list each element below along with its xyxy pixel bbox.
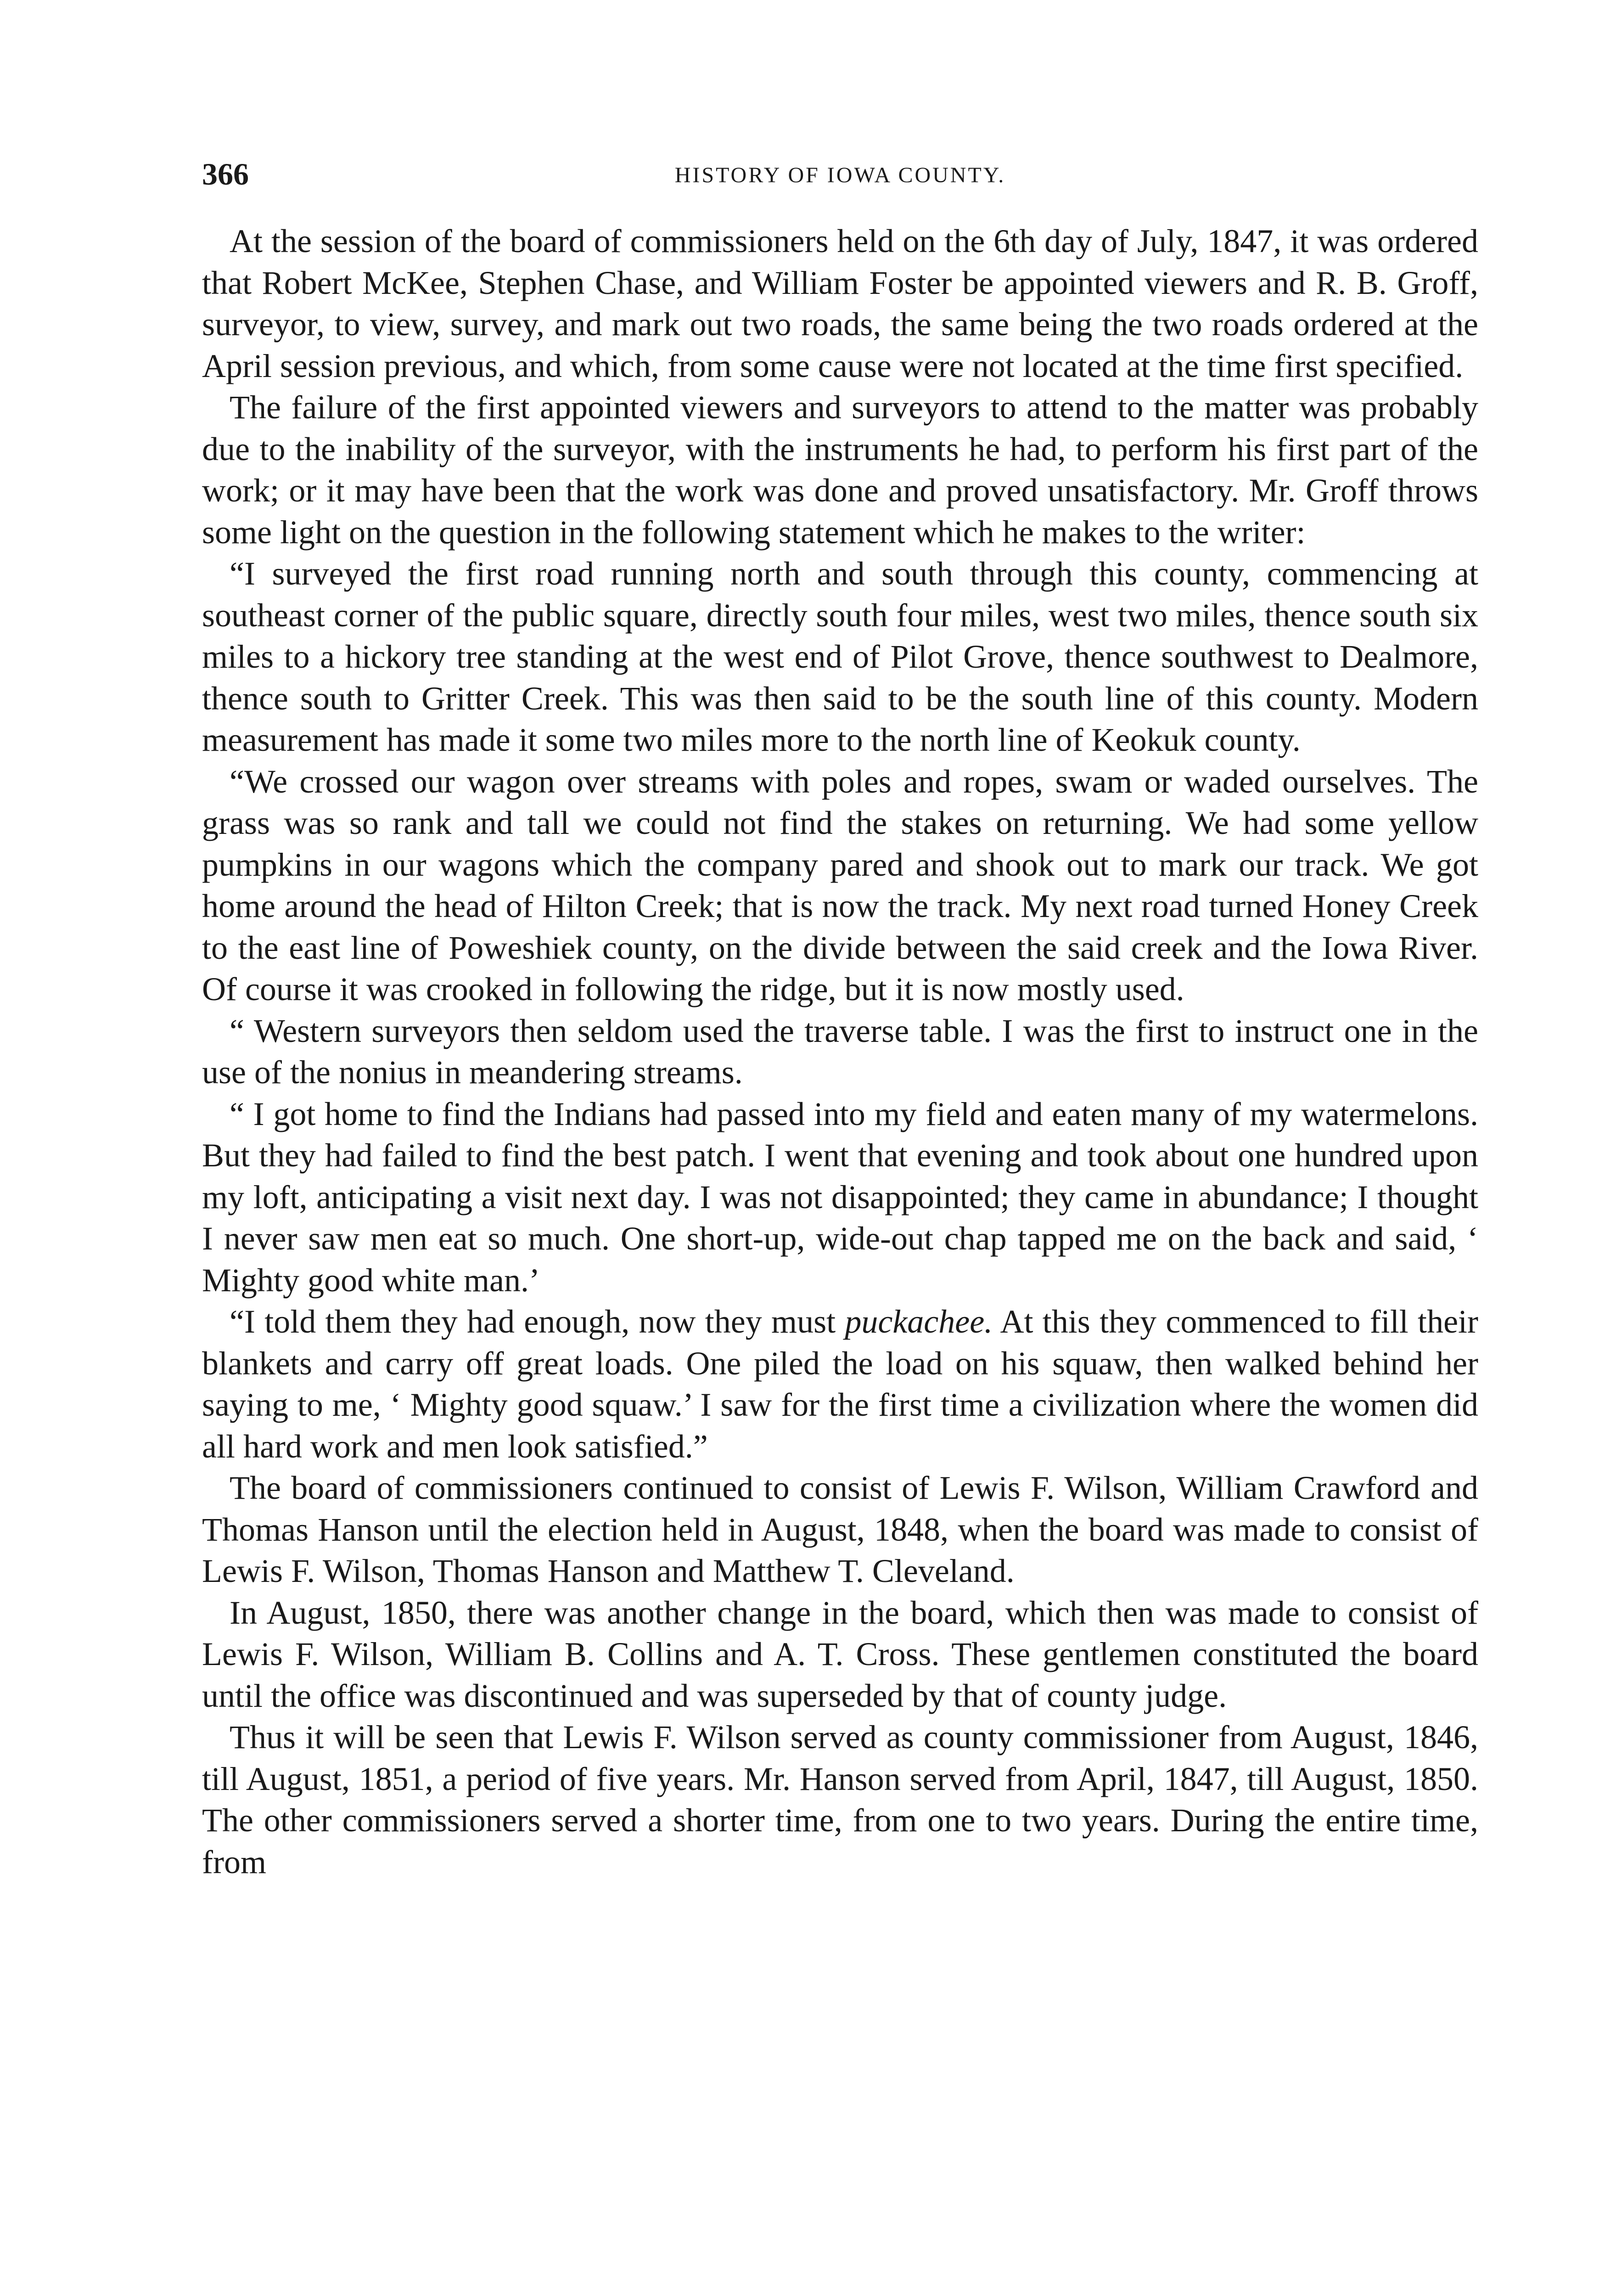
- paragraph-quote-surveyors: “ Western surveyors then seldom used the traverse table. I was the first to instruct one in the use of the nonius in meandering streams.: [202, 1012, 1478, 1091]
- paragraph-quote-indians: “ I got home to find the Indians had passed into my field and eaten many of my watermelons. But they had failed to find the best patch. I went that evening and took about one hundred upon my loft, anticipating a visit next day. I was not disappointed; they came in abundance; I thought I never saw men eat so much. One short-up, wide-out chap tapped me on the back and said, ‘ Mighty good white man.’: [202, 1095, 1478, 1299]
- paragraph-board-1850: In August, 1850, there was another change in the board, which then was made to consist of Lewis F. Wilson, William B. Collins and A. T. Cross. These gentlemen constituted the board until the office was discontinued and was superseded by that of county judge.: [202, 1594, 1478, 1714]
- paragraph-quote-wagon: “We crossed our wagon over streams with poles and ropes, swam or waded ourselves. The grass was so rank and tall we could not find the stakes on returning. We had some yellow pumpkins in our wagons which the company pared and shook out to mark our track. We got home around the head of Hilton Creek; that is now the track. My next road turned Honey Creek to the east line of Poweshiek county, on the divide between the said creek and the Iowa River. Of course it was crooked in following the ridge, but it is now mostly used.: [202, 763, 1478, 1007]
- body-text: [202, 220, 1478, 1883]
- paragraph-quote-survey: “I surveyed the first road running north and south through this county, commencing at southeast corner of the public square, directly south four miles, west two miles, thence south six miles to a hickory tree standing at the west end of Pilot Grove, thence southwest to Dealmore, thence south to Gritter Creek. This was then said to be the south line of this county. Modern measurement has made it some two miles more to the north line of Keokuk county.: [202, 555, 1478, 758]
- running-title: HISTORY OF IOWA COUNTY.: [674, 163, 1006, 187]
- book-page: [202, 156, 1478, 1883]
- quote-text-before: “I told them they had enough, now they must: [230, 1303, 845, 1340]
- paragraph-session: At the session of the board of commissioners held on the 6th day of July, 1847, it was ordered that Robert McKee, Stephen Chase, and William Foster be appointed viewers and R. B. Groff, surveyor, to view, survey, and mark out two roads, the same being the two roads ordered at the April session previous, and which, from some cause were not located at the time first specified.: [202, 223, 1478, 384]
- quote-emphasis: puckachee.: [845, 1303, 993, 1340]
- quote-text-after: At this they commenced to fill their blankets and carry off great loads. One piled the load on his squaw, then walked behind her saying to me, ‘ Mighty good squaw.’ I saw for the first time a civilization where the women did all hard work and men look satisfied.”: [202, 1303, 1479, 1465]
- paragraph-wilson-service: Thus it will be seen that Lewis F. Wilson served as county commissioner from August, 1846, till August, 1851, a period of five years. Mr. Hanson served from April, 1847, till August, 1850. The other commissioners served a shorter time, from one to two years. During the entire time, from: [202, 1719, 1478, 1880]
- page-header: [202, 156, 1478, 202]
- paragraph-failure: The failure of the first appointed viewers and surveyors to attend to the matter was probably due to the inability of the surveyor, with the instruments he had, to perform his first part of the work; or it may have been that the work was done and proved unsatisfactory. Mr. Groff throws some light on the question in the following statement which he makes to the writer:: [202, 389, 1478, 551]
- paragraph-quote-puckachee: [202, 1301, 1478, 1467]
- page-number: 366: [202, 157, 249, 191]
- paragraph-board-1848: The board of commissioners continued to consist of Lewis F. Wilson, William Crawford and Thomas Hanson until the election held in August, 1848, when the board was made to consist of Lewis F. Wilson, Thomas Hanson and Matthew T. Cleveland.: [202, 1469, 1478, 1589]
